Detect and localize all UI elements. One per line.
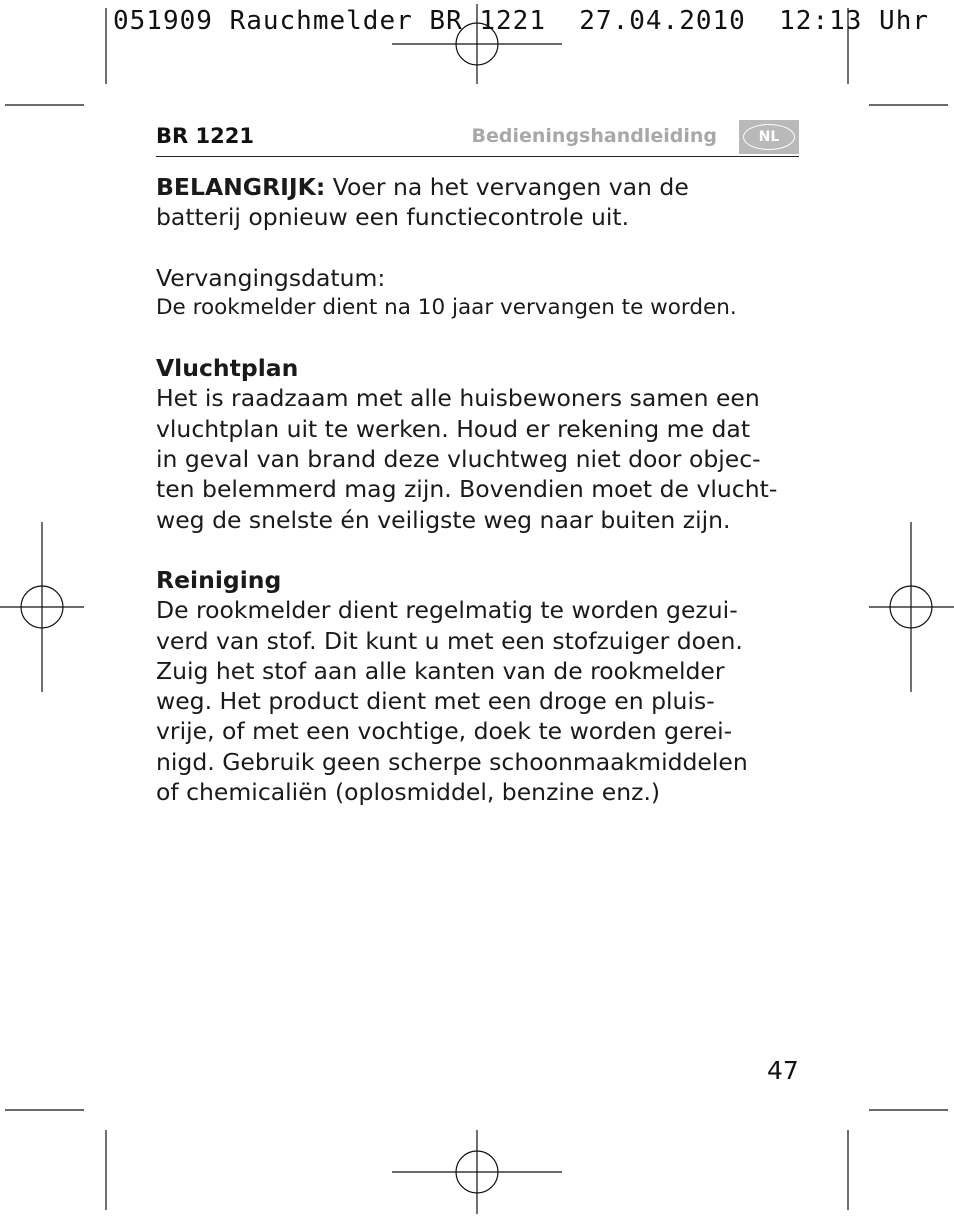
cleaning-line: De rookmelder dient regelmatig te worden gezui- xyxy=(156,596,738,625)
cleaning-line: nigd. Gebruik geen scherpe schoonmaakmiddelen xyxy=(156,747,748,776)
cleaning-heading: Reiniging xyxy=(156,565,282,594)
important-text: Voer na het vervangen van de xyxy=(325,173,689,201)
escape-plan-line: vluchtplan uit te werken. Houd er rekening me dat xyxy=(156,414,751,443)
model-name: BR 1221 xyxy=(156,124,254,148)
escape-plan-heading: Vluchtplan xyxy=(156,354,299,383)
escape-plan-line: weg de snelste én veiligste weg naar buiten zijn. xyxy=(156,505,731,534)
escape-plan-line: Het is raadzaam met alle huisbewoners samen een xyxy=(156,384,760,413)
important-label: BELANGRIJK: xyxy=(156,173,326,201)
document-type: Bedieningshandleiding xyxy=(471,125,717,147)
important-text-line: batterij opnieuw een functiecontrole uit. xyxy=(156,203,630,232)
language-code: NL xyxy=(743,124,795,150)
replacement-label: Vervangingsdatum: xyxy=(156,263,386,292)
cleaning-line: of chemicaliën (oplosmiddel, benzine enz.) xyxy=(156,778,661,807)
cleaning-line: weg. Het product dient met een droge en pluis- xyxy=(156,687,715,716)
cleaning-line: Zuig het stof aan alle kanten van de rookmelder xyxy=(156,656,725,685)
replacement-text: De rookmelder dient na 10 jaar vervangen te worden. xyxy=(156,294,737,320)
cleaning-line: verd van stof. Dit kunt u met een stofzuiger doen. xyxy=(156,626,743,655)
escape-plan-line: in geval van brand deze vluchtweg niet door objec- xyxy=(156,445,761,474)
cleaning-line: vrije, of met een vochtige, doek te worden gerei- xyxy=(156,717,733,746)
print-slug: 051909 Rauchmelder BR 1221 27.04.2010 12:13 Uhr xyxy=(113,6,930,36)
important-note xyxy=(156,172,801,202)
escape-plan-line: ten belemmerd mag zijn. Bovendien moet de vlucht- xyxy=(156,475,778,504)
main-content xyxy=(156,172,801,807)
language-badge xyxy=(739,120,799,154)
page-header xyxy=(156,120,799,157)
page-number: 47 xyxy=(767,1056,799,1085)
